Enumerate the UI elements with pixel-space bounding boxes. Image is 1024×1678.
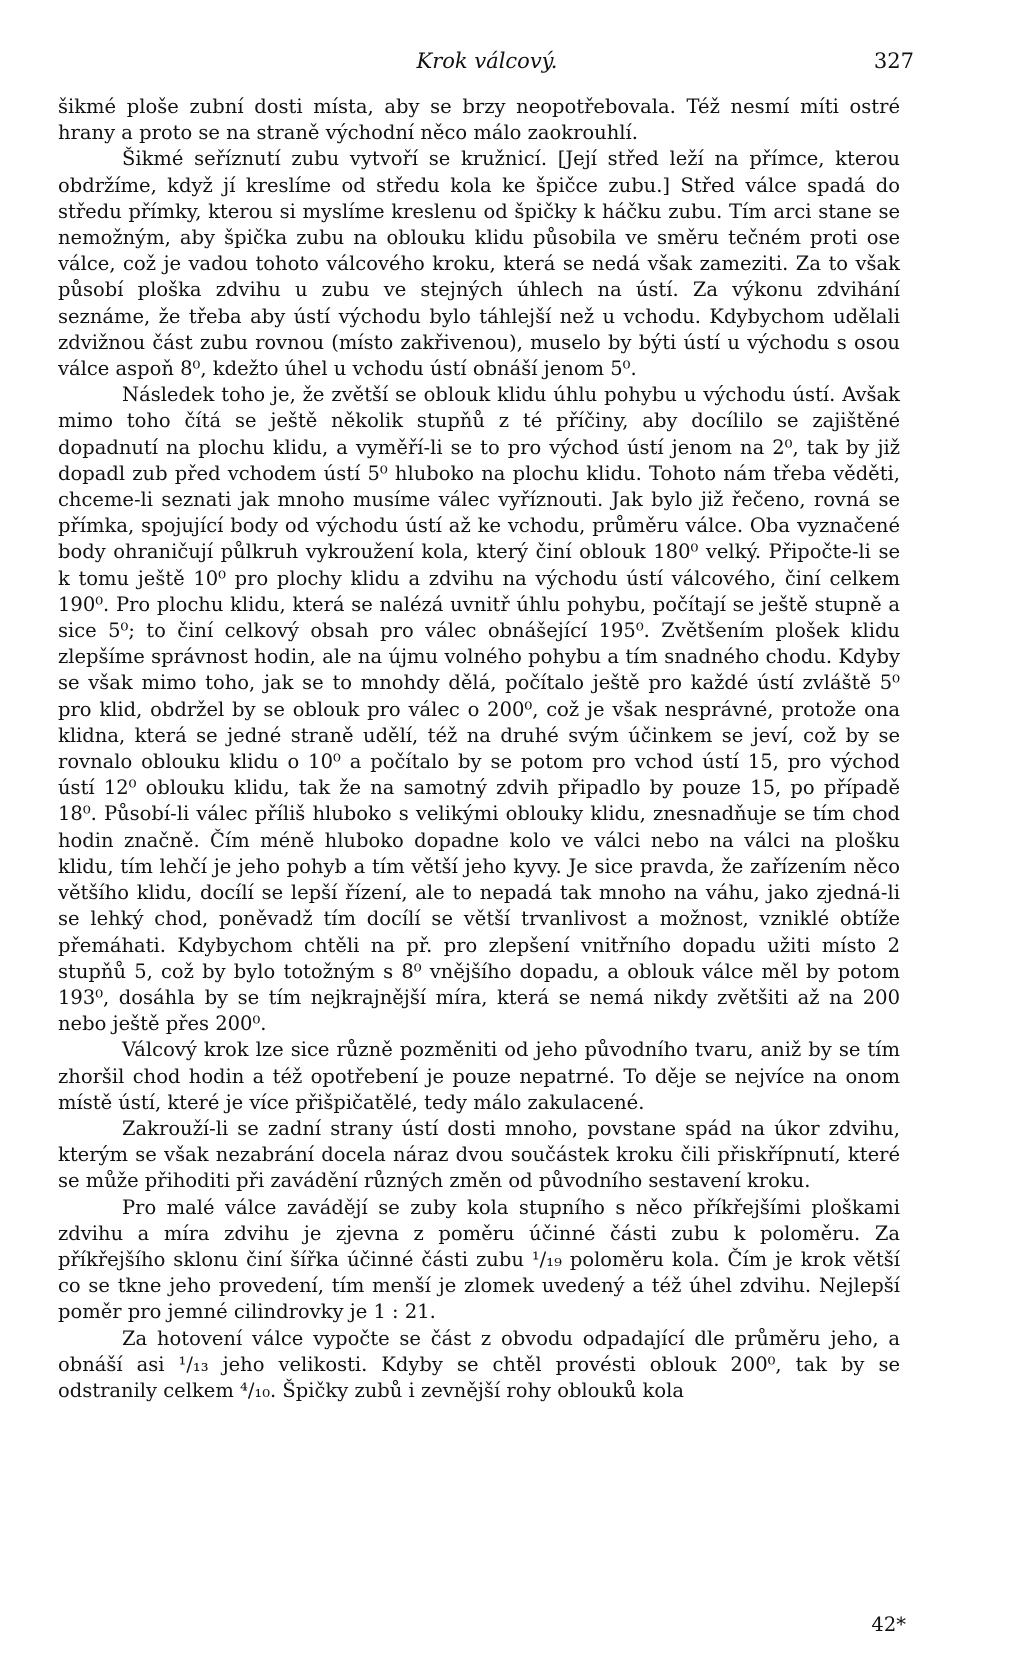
paragraph: šikmé ploše zubní dosti místa, aby se brzy neopotřebovala. Též nesmí míti ostré hrany a proto se na straně východní něco málo zaokrouhlí. <box>58 95 900 145</box>
paragraph: Pro malé válce zavádějí se zuby kola stupního s něco příkřejšími ploškami zdvihu a míra zdvihu je zjevna z poměru účinné části zubu k poloměru. Za příkřejšího sklonu činí šířka účinné části zubu ¹/₁₉ poloměru kola. Čím je krok větší co se tkne jeho provedení, tím menší je zlomek uvedený a též úhel zdvihu. Nejlepší poměr pro jemné cilindrovky je 1 : 21. <box>58 1195 900 1324</box>
paragraph: Válcový krok lze sice různě pozměniti od jeho původního tvaru, aniž by se tím zhoršil chod hodin a též opotřebení je pouze nepatrné. To děje se nejvíce na onom místě ústí, které je více přišpičatělé, tedy málo zakulacené. <box>58 1038 900 1114</box>
body-text <box>58 94 900 1404</box>
paragraph: Následek toho je, že zvětší se oblouk klidu úhlu pohybu u východu ústí. Avšak mimo toho čítá se ještě několik stupňů z té příčiny, aby docílilo se zajištěné dopadnutí na plochu klidu, a vyměří-li se to pro východ ústí jenom na 2⁰, tak by již dopadl zub před vchodem ústí 5⁰ hluboko na plochu klidu. Tohoto nám třeba věděti, chceme-li seznati jak mnoho musíme válec vyříznouti. Jak bylo již řečeno, rovná se přímka, spojující body od východu ústí až ke vchodu, průměru válce. Oba vyznačené body ohraničují půlkruh vykroužení kola, který činí oblouk 180⁰ velký. Připočte-li se k tomu ještě 10⁰ pro plochy klidu a zdvihu na východu ústí válcového, činí celkem 190⁰. Pro plochu klidu, která se nalézá uvnitř úhlu pohybu, počítají se ještě stupně a sice 5⁰; to činí celkový obsah pro válec obnášející 195⁰. Zvětšením plošek klidu zlepšíme správnost hodin, ale na újmu volného pohybu a tím snadného chodu. Kdyby se však mimo toho, jak se to mnohdy dělá, počítalo ještě pro každé ústí zvláště 5⁰ pro klid, obdržel by se oblouk pro válec o 200⁰, což je však nesprávné, protože ona klidna, která se jedné straně udělí, též na druhé svým účinkem se jeví, což by se rovnalo oblouku klidu o 10⁰ a počítalo by se potom pro vchod ústí 15, pro východ ústí 12⁰ oblouku klidu, tak že na samotný zdvih připadlo by pouze 15, po případě 18⁰. Působí-li válec příliš hluboko s velikými oblouky klidu, znesnadňuje se tím chod hodin značně. Čím méně hluboko dopadne kolo ve válci nebo na válci na plošku klidu, tím lehčí je jeho pohyb a tím větší jeho kyvy. Je sice pravda, že zařízením něco většího klidu, docílí se lepší řízení, ale to nepadá tak mnoho na váhu, jako zjedná-li se lehký chod, poněvadž tím docílí se větší trvanlivost a možnost, vzniklé obtíže přemáhati. Kdybychom chtěli na př. pro zlepšení vnitřního dopadu užiti místo 2 stupňů 5, což by bylo totožným s 8⁰ vnějšího dopadu, a oblouk válce měl by potom 193⁰, dosáhla by se tím nejkrajnější míra, která se nemá nikdy zvětšiti až na 200 nebo ještě přes 200⁰. <box>58 383 900 1036</box>
signature-mark: 42* <box>871 1613 906 1636</box>
page-number: 327 <box>873 49 914 73</box>
paragraph: Zakrouží-li se zadní strany ústí dosti mnoho, povstane spád na úkor zdvihu, kterým se však nezabrání docela náraz dvou součástek kroku čili přiskřípnutí, které se může přihoditi při zavádění různých změn od původního sestavení kroku. <box>58 1116 900 1193</box>
page-header <box>60 46 914 76</box>
running-title: Krok válcový. <box>416 49 558 73</box>
paragraph: Za hotovení válce vypočte se část z obvodu odpadající dle průměru jeho, a obnáší asi ¹/₁₃ jeho velikosti. Kdyby se chtěl provésti oblouk 200⁰, tak by se odstranily celkem ⁴/₁₀. Špičky zubů i zevnější rohy oblouků kola <box>58 1326 900 1402</box>
paragraph: Šikmé seříznutí zubu vytvoří se kružnicí. [Její střed leží na přímce, kterou obdržíme, když jí kreslíme od středu kola ke špičce zubu.] Střed válce spadá do středu přímky, kterou si myslíme kreslenu od špičky k háčku zubu. Tím arci stane se nemožným, aby špička zubu na oblouku klidu působila ve směru tečném proti ose válce, což je vadou tohoto válcového kroku, která se nedá však zameziti. Za to však působí ploška zdvihu u zubu ve stejných úhlech na ústí. Za výkonu zdvihání seznáme, že třeba aby ústí východu bylo táhlejší než u vchodu. Kdybychom udělali zdvižnou část zubu rovnou (místo zakřivenou), muselo by býti ústí u východu s osou válce aspoň 8⁰, kdežto úhel u vchodu ústí obnáší jenom 5⁰. <box>58 147 900 381</box>
